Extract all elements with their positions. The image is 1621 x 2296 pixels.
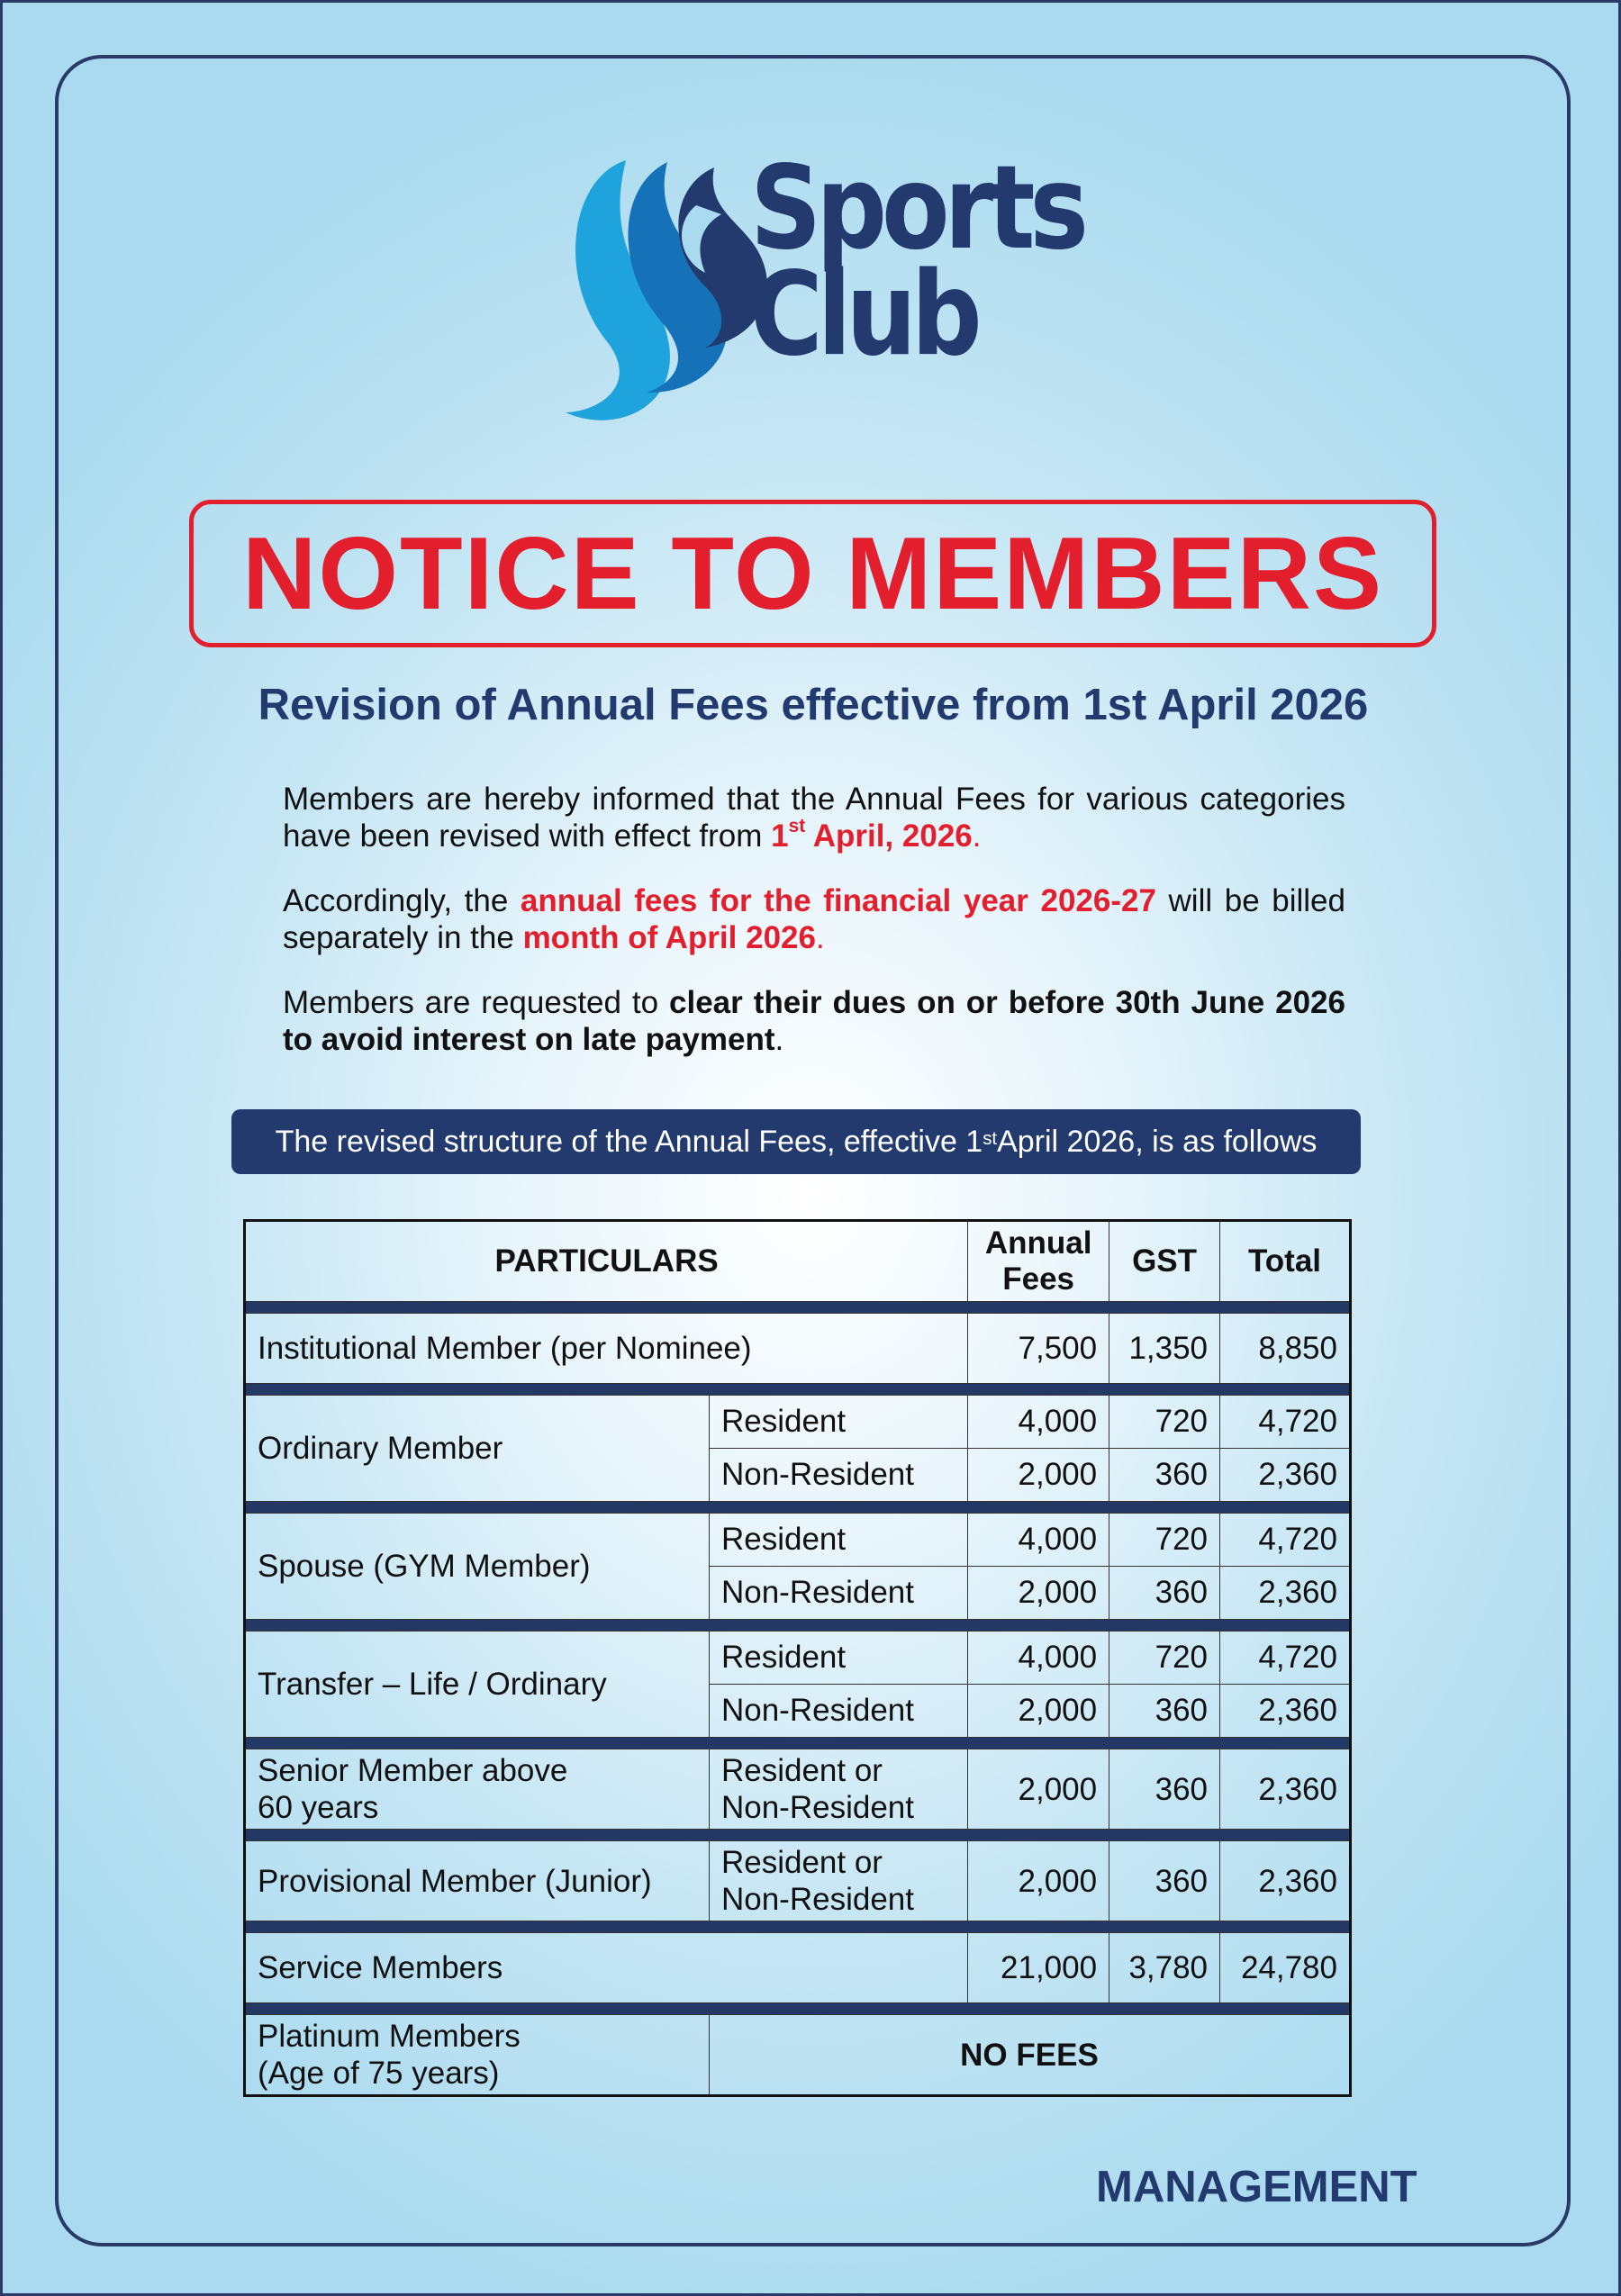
header-particulars: PARTICULARS [245, 1221, 968, 1302]
senior-fees: 2,000 [968, 1749, 1109, 1830]
ordinary-resident-type: Resident [709, 1396, 967, 1449]
paragraph-1 [283, 781, 1345, 854]
transfer-nonresident-total: 2,360 [1220, 1685, 1351, 1738]
table-row-provisional [245, 1841, 1351, 1921]
transfer-resident-fees: 4,000 [968, 1632, 1109, 1685]
banner-text-pre: The revised structure of the Annual Fees, effective 1 [275, 1124, 983, 1159]
senior-type [709, 1749, 967, 1830]
platinum-no-fees: NO FEES [709, 2015, 1350, 2096]
spouse-resident-total: 4,720 [1220, 1514, 1351, 1567]
ordinary-resident-gst: 720 [1109, 1396, 1220, 1449]
table-header-row [245, 1221, 1351, 1302]
institutional-total: 8,850 [1220, 1314, 1351, 1384]
para3-bold: clear their dues on or before 30th June 2026 to avoid interest on late payment [283, 985, 1345, 1057]
sports-club-logo [561, 141, 1084, 439]
ordinary-nonresident-type: Non-Resident [709, 1449, 967, 1502]
row-separator [245, 2003, 1351, 2015]
transfer-resident-gst: 720 [1109, 1632, 1220, 1685]
logo-wordmark [750, 141, 1084, 382]
transfer-nonresident-gst: 360 [1109, 1685, 1220, 1738]
spouse-nonresident-total: 2,360 [1220, 1567, 1351, 1620]
provisional-fees: 2,000 [968, 1841, 1109, 1921]
spouse-nonresident-fees: 2,000 [968, 1567, 1109, 1620]
institutional-gst: 1,350 [1109, 1314, 1220, 1384]
para2-highlight-1: annual fees for the financial year 2026-27 [520, 883, 1156, 918]
para1-date-sup: st [788, 816, 806, 837]
para1-end: . [972, 818, 982, 854]
table-row-senior [245, 1749, 1351, 1830]
logo-line-sports: Sports [750, 141, 1084, 276]
para2-text-1: Accordingly, the [283, 883, 521, 918]
platinum-label-line2: (Age of 75 years) [258, 2056, 500, 2091]
row-separator [245, 1502, 1351, 1514]
fee-structure-banner: The revised structure of the Annual Fees, effective 1 $^{st}$ April 2026, is as follows [231, 1109, 1361, 1174]
table-row-spouse-resident [245, 1514, 1351, 1567]
row-separator [245, 1830, 1351, 1841]
header-gst: GST [1109, 1221, 1220, 1302]
header-annual-fees-line1: Annual [984, 1225, 1092, 1261]
spouse-nonresident-type: Non-Resident [709, 1567, 967, 1620]
para2-highlight-2: month of April 2026 [522, 920, 816, 955]
header-annual-fees [968, 1221, 1109, 1302]
ordinary-resident-fees: 4,000 [968, 1396, 1109, 1449]
logo-line-club: Club [750, 248, 977, 382]
para1-text: Members are hereby informed that the Annual Fees for various categories have been revised with effect from [283, 782, 1345, 854]
provisional-type-line1: Resident or [720, 1845, 883, 1880]
para2-end: . [815, 920, 825, 955]
provisional-type [709, 1841, 967, 1921]
service-fees: 21,000 [968, 1933, 1109, 2003]
provisional-type-line2: Non-Resident [720, 1882, 914, 1917]
header-annual-fees-line2: Fees [1002, 1261, 1075, 1297]
para1-date-day: 1 [771, 818, 789, 854]
senior-label-line2: 60 years [258, 1790, 379, 1825]
ordinary-nonresident-fees: 2,000 [968, 1449, 1109, 1502]
row-separator [245, 1738, 1351, 1749]
header-total: Total [1220, 1221, 1351, 1302]
row-separator [245, 1620, 1351, 1632]
paragraph-2 [283, 882, 1345, 956]
spouse-nonresident-gst: 360 [1109, 1567, 1220, 1620]
service-total: 24,780 [1220, 1933, 1351, 2003]
ordinary-nonresident-gst: 360 [1109, 1449, 1220, 1502]
table-row-transfer-resident [245, 1632, 1351, 1685]
senior-type-line1: Resident or [720, 1753, 883, 1788]
table-row-institutional [245, 1314, 1351, 1384]
platinum-label-line1: Platinum Members [258, 2019, 521, 2054]
transfer-label: Transfer – Life / Ordinary [245, 1632, 710, 1738]
notice-title: NOTICE TO MEMBERS [242, 516, 1383, 631]
senior-label-line1: Senior Member above [258, 1753, 568, 1788]
row-separator [245, 1302, 1351, 1314]
ordinary-label: Ordinary Member [245, 1396, 710, 1502]
service-label: Service Members [245, 1933, 968, 2003]
fees-table [243, 1219, 1352, 2097]
transfer-resident-type: Resident [709, 1632, 967, 1685]
paragraph-3 [283, 984, 1345, 1058]
row-separator [245, 1921, 1351, 1933]
service-gst: 3,780 [1109, 1933, 1220, 2003]
table-row-platinum [245, 2015, 1351, 2096]
subtitle: Revision of Annual Fees effective from 1st April 2026 [258, 681, 1369, 729]
transfer-nonresident-fees: 2,000 [968, 1685, 1109, 1738]
provisional-gst: 360 [1109, 1841, 1220, 1921]
row-separator [245, 1384, 1351, 1396]
institutional-label: Institutional Member (per Nominee) [245, 1314, 968, 1384]
para1-date-rest: April, 2026 [805, 818, 973, 854]
transfer-resident-total: 4,720 [1220, 1632, 1351, 1685]
para3-text-1: Members are requested to [283, 985, 670, 1020]
spouse-resident-fees: 4,000 [968, 1514, 1109, 1567]
spouse-resident-type: Resident [709, 1514, 967, 1567]
banner-text-post: April 2026, is as follows [997, 1124, 1318, 1159]
transfer-nonresident-type: Non-Resident [709, 1685, 967, 1738]
ordinary-resident-total: 4,720 [1220, 1396, 1351, 1449]
platinum-label [245, 2015, 710, 2096]
institutional-fees: 7,500 [968, 1314, 1109, 1384]
table-row-ordinary-resident [245, 1396, 1351, 1449]
notice-title-box [189, 500, 1436, 647]
signature-management: MANAGEMENT [1096, 2163, 1417, 2211]
para1-date [771, 818, 973, 854]
provisional-label: Provisional Member (Junior) [245, 1841, 710, 1921]
para2-text-2: will be billed separately in the [283, 883, 1345, 955]
provisional-total: 2,360 [1220, 1841, 1351, 1921]
para3-end: . [774, 1022, 784, 1057]
spouse-resident-gst: 720 [1109, 1514, 1220, 1567]
spouse-label: Spouse (GYM Member) [245, 1514, 710, 1620]
senior-total: 2,360 [1220, 1749, 1351, 1830]
table-row-service [245, 1933, 1351, 2003]
ordinary-nonresident-total: 2,360 [1220, 1449, 1351, 1502]
senior-label [245, 1749, 710, 1830]
wave-logo-icon [561, 151, 777, 439]
senior-gst: 360 [1109, 1749, 1220, 1830]
senior-type-line2: Non-Resident [720, 1790, 914, 1825]
